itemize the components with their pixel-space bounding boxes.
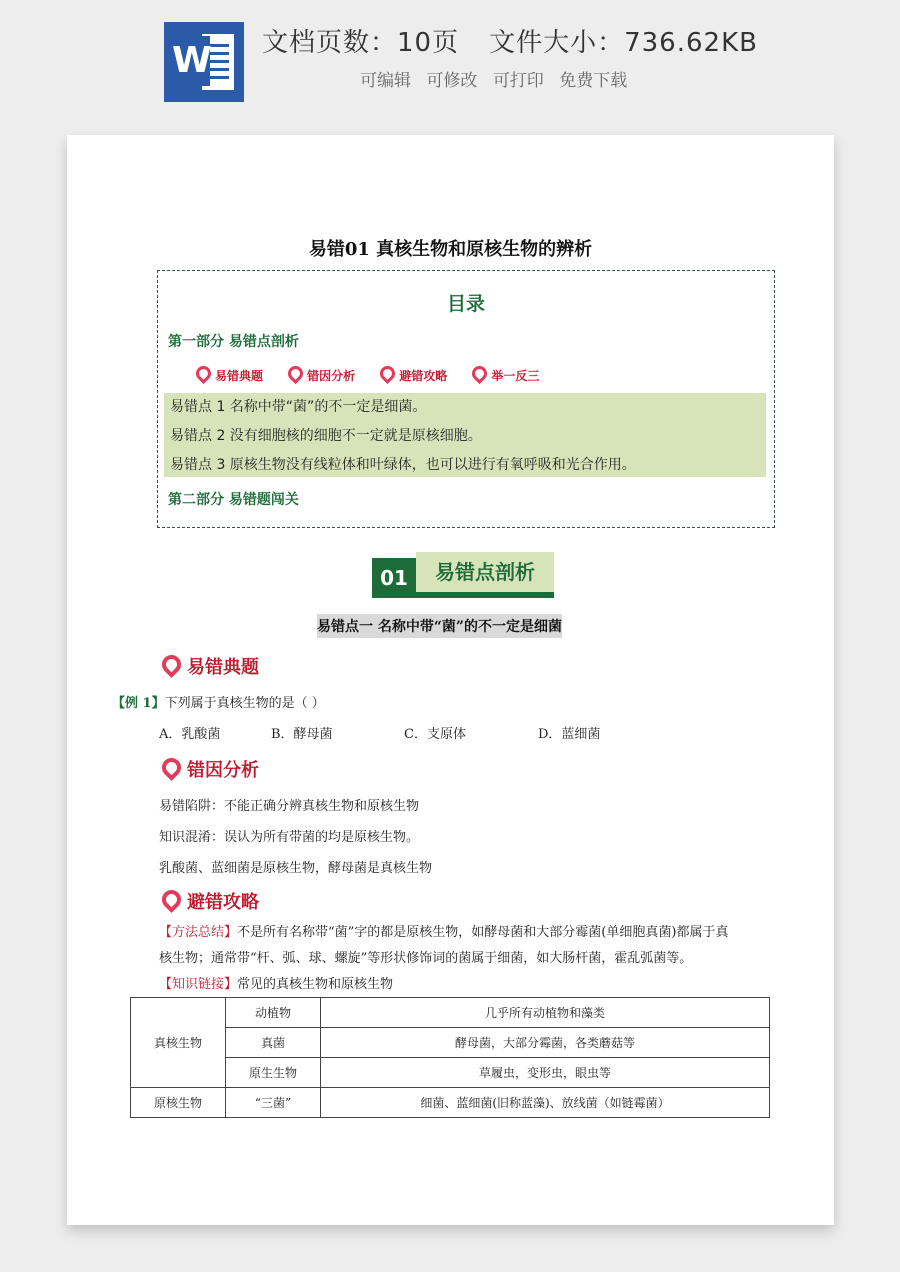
option-a: A．乳酸菌: [159, 727, 221, 742]
header-banner: [0, 0, 900, 125]
option-c: C．支原体: [404, 727, 466, 742]
table-cell-examples: 草履虫，变形虫，眼虫等: [321, 1058, 770, 1088]
toc-item-list: [164, 393, 766, 477]
feature-free-download: 免费下载: [559, 71, 628, 91]
toc-part-2: 第二部分 易错题闯关: [168, 492, 299, 508]
table-cell-examples: 几乎所有动植物和藻类: [321, 998, 770, 1028]
table-row: [131, 1058, 770, 1088]
toc-tag: 避错攻略: [380, 366, 447, 384]
organism-table: [130, 997, 770, 1118]
method-summary-tag: 【方法总结】: [159, 925, 238, 940]
table-cell-examples: 酵母菌，大部分霉菌，各类蘑菇等: [321, 1028, 770, 1058]
location-pin-icon: [377, 363, 398, 384]
toc-tags: [196, 365, 559, 384]
table-row: [131, 1028, 770, 1058]
toc-item[interactable]: 易错点 1 名称中带“菌”的不一定是细菌。: [170, 399, 427, 415]
file-info: [262, 22, 788, 59]
feature-list: [360, 66, 637, 91]
example-tag: 【例 1】: [112, 696, 165, 711]
location-pin-icon: [193, 363, 214, 384]
answer-options: [159, 723, 600, 742]
section-number: 01: [372, 558, 416, 598]
strategy-heading: 避错攻略: [162, 888, 259, 914]
method-summary-cont: 核生物；通常带“杆、弧、球、螺旋”等形状修饰词的菌属于细菌，如大肠杆菌，霍乱弧菌等。: [159, 951, 693, 966]
table-row: [131, 1088, 770, 1118]
knowledge-link-tag: 【知识链接】: [159, 977, 238, 992]
section-label: 易错点剖析: [416, 552, 554, 598]
location-pin-icon: [158, 651, 185, 678]
section-badge: [372, 552, 554, 598]
table-cell-type: 动植物: [226, 998, 321, 1028]
analysis-line: 易错陷阱：不能正确分辨真核生物和原核生物: [159, 799, 420, 814]
document-page: [67, 135, 834, 1225]
table-row: [131, 998, 770, 1028]
toc-tag: 错因分析: [288, 366, 355, 384]
analysis-heading: 错因分析: [162, 756, 259, 782]
toc-item[interactable]: 易错点 3 原核生物没有线粒体和叶绿体，也可以进行有氧呼吸和光合作用。: [170, 457, 636, 473]
location-pin-icon: [158, 886, 185, 913]
location-pin-icon: [469, 363, 490, 384]
word-icon-letter: W: [172, 36, 210, 86]
table-cell-eukaryote: 真核生物: [131, 998, 226, 1088]
analysis-line: 乳酸菌、蓝细菌是原核生物，酵母菌是真核生物: [159, 861, 433, 876]
toc-item[interactable]: 易错点 2 没有细胞核的细胞不一定就是原核细胞。: [170, 428, 482, 444]
knowledge-link: 【知识链接】常见的真核生物和原核生物: [159, 977, 394, 992]
method-summary: 【方法总结】不是所有名称带“菌”字的都是原核生物，如酵母菌和大部分霉菌(单细胞真菌)都属于真: [159, 925, 729, 940]
option-b: B．酵母菌: [271, 727, 333, 742]
word-icon: [164, 22, 244, 102]
example-question: 【例 1】下列属于真核生物的是（ ）: [112, 696, 325, 711]
feature-printable: 可打印: [492, 71, 544, 91]
location-pin-icon: [158, 754, 185, 781]
analysis-line: 知识混淆：误认为所有带菌的均是原核生物。: [159, 830, 420, 845]
table-of-contents: [157, 270, 775, 528]
feature-modifiable: 可修改: [426, 71, 478, 91]
location-pin-icon: [285, 363, 306, 384]
table-cell-prokaryote: 原核生物: [131, 1088, 226, 1118]
toc-heading: 目录: [446, 293, 485, 315]
table-cell-examples: 细菌、蓝细菌(旧称蓝藻)、放线菌（如链霉菌）: [321, 1088, 770, 1118]
table-cell-type: 原生生物: [226, 1058, 321, 1088]
toc-part-1: 第一部分 易错点剖析: [168, 334, 299, 350]
table-cell-type: 真菌: [226, 1028, 321, 1058]
option-d: D．蓝细菌: [538, 727, 601, 742]
table-cell-type: “三菌”: [226, 1088, 321, 1118]
toc-tag: 易错典题: [196, 366, 263, 384]
feature-editable: 可编辑: [360, 71, 411, 91]
page-count: 文档页数：10页: [262, 28, 460, 58]
error-point-title: 易错点一 名称中带“菌”的不一定是细菌: [317, 614, 562, 638]
classic-heading: 易错典题: [162, 653, 259, 679]
document-title: 易错01 真核生物和原核生物的辨析: [308, 239, 593, 260]
toc-tag: 举一反三: [472, 366, 539, 384]
file-size: 文件大小：736.62KB: [489, 28, 758, 58]
